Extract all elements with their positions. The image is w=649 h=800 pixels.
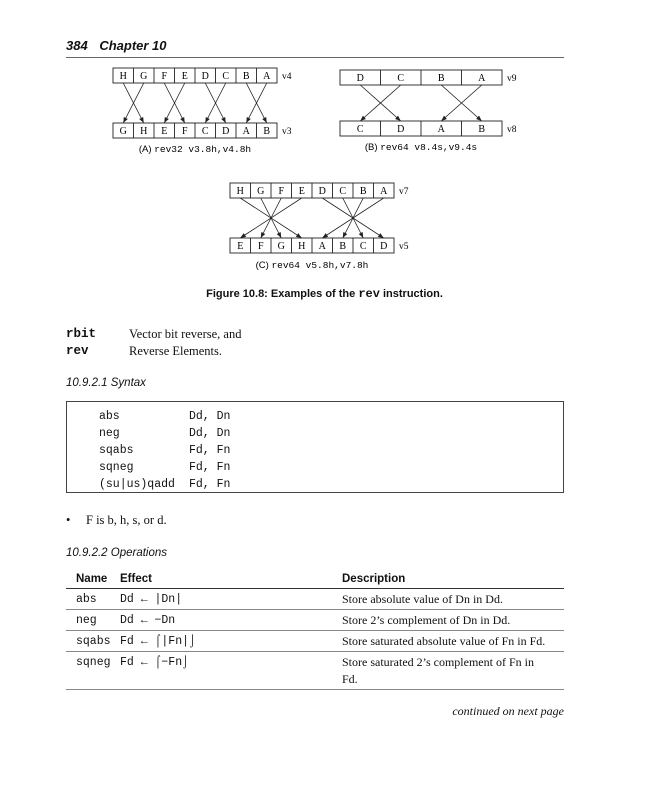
definition-rbit: rbit Vector bit reverse, and	[66, 327, 242, 341]
caption-code: rev	[358, 287, 380, 301]
cell-label: F	[278, 186, 285, 197]
cell-label: H	[140, 126, 148, 137]
cell-label: G	[119, 126, 127, 137]
cell-label: E	[161, 126, 168, 137]
definition-list	[66, 326, 241, 360]
cell-label: A	[318, 241, 326, 252]
chapter-title: Chapter 10	[99, 38, 167, 53]
panel-a-top-register	[113, 68, 277, 83]
cell-label: B	[263, 126, 271, 137]
panel-c-top-register	[230, 183, 394, 198]
syntax-line: (su|us)qadd Fd, Fn	[99, 478, 231, 491]
figure-caption: Figure 10.8: Examples of the rev instruction.	[206, 287, 443, 301]
panel-a-bottom-register	[113, 123, 277, 138]
cell-label: H	[298, 241, 306, 252]
cell-label: F	[181, 126, 188, 137]
continued-note: continued on next page	[452, 704, 564, 718]
cell-label: A	[263, 71, 271, 82]
panel-b-label: (B) rev64 v8.4s,v9.4s	[364, 142, 478, 153]
cell-label: A	[380, 186, 388, 197]
table-header: Name Effect Description	[66, 569, 564, 589]
register-label: v8	[507, 125, 517, 135]
panel-b-bottom-register	[340, 121, 502, 136]
panel-b-top-register	[340, 70, 502, 85]
cell-label: E	[237, 241, 244, 252]
cell-label: C	[339, 186, 347, 197]
cell-label: B	[437, 73, 445, 84]
cell-label: B	[242, 71, 250, 82]
syntax-line: sqneg Fd, Fn	[99, 461, 231, 474]
panel-c-bottom-register	[230, 238, 394, 253]
register-label: v9	[507, 74, 517, 84]
cell-label: C	[397, 73, 405, 84]
bullet-item: • F is b, h, s, or d.	[66, 513, 167, 527]
rev-figure	[0, 0, 649, 280]
operations-heading: 10.9.2.2 Operations	[66, 547, 168, 559]
cell-label: A	[242, 126, 250, 137]
cell-label: F	[257, 241, 264, 252]
table-row: abs Dd ← |Dn| Store absolute value of Dn in Dd.	[66, 589, 564, 610]
table-row: sqabs Fd ← ⌠|Fn|⌡ Store saturated absolute value of Fn in Fd.	[66, 631, 564, 652]
table-row: neg Dd ← −Dn Store 2’s complement of Dn in Dd.	[66, 610, 564, 631]
register-label: v4	[282, 72, 292, 82]
cell-label: D	[318, 186, 326, 197]
cell-label: E	[181, 71, 188, 82]
panel-c-label: (C) rev64 v5.8h,v7.8h	[255, 260, 369, 271]
syntax-line: abs Dd, Dn	[99, 410, 231, 423]
cell-label: A	[478, 73, 486, 84]
cell-label: E	[298, 186, 305, 197]
cell-label: H	[236, 186, 244, 197]
cell-label: B	[478, 124, 486, 135]
cell-label: B	[339, 241, 347, 252]
cell-label: G	[140, 71, 148, 82]
operations-table	[66, 569, 564, 690]
register-label: v7	[399, 187, 409, 197]
cell-label: B	[359, 186, 367, 197]
register-label: v5	[399, 242, 409, 252]
cell-label: D	[201, 71, 209, 82]
cell-label: G	[277, 241, 285, 252]
cell-label: C	[222, 71, 230, 82]
cell-label: D	[380, 241, 388, 252]
cell-label: C	[201, 126, 209, 137]
cell-label: C	[356, 124, 364, 135]
syntax-box	[66, 401, 564, 493]
syntax-heading: 10.9.2.1 Syntax	[66, 377, 146, 389]
cell-label: G	[257, 186, 265, 197]
syntax-line: sqabs Fd, Fn	[99, 444, 231, 457]
table-row: sqneg Fd ← ⌠−Fn⌡ Store saturated 2’s complement of Fn in Fd.	[66, 652, 564, 690]
register-label: v3	[282, 127, 292, 137]
bullet-icon: •	[66, 513, 71, 527]
cell-label: H	[119, 71, 127, 82]
syntax-line: neg Dd, Dn	[99, 427, 231, 440]
cell-label: D	[222, 126, 230, 137]
panel-a-label: (A) rev32 v3.8h,v4.8h	[138, 144, 252, 155]
page-number: 384	[66, 38, 88, 53]
cell-label: D	[397, 124, 405, 135]
cell-label: D	[356, 73, 364, 84]
cell-label: C	[359, 241, 367, 252]
definition-rev: rev Reverse Elements.	[66, 344, 223, 358]
cell-label: A	[437, 124, 445, 135]
cell-label: F	[161, 71, 168, 82]
